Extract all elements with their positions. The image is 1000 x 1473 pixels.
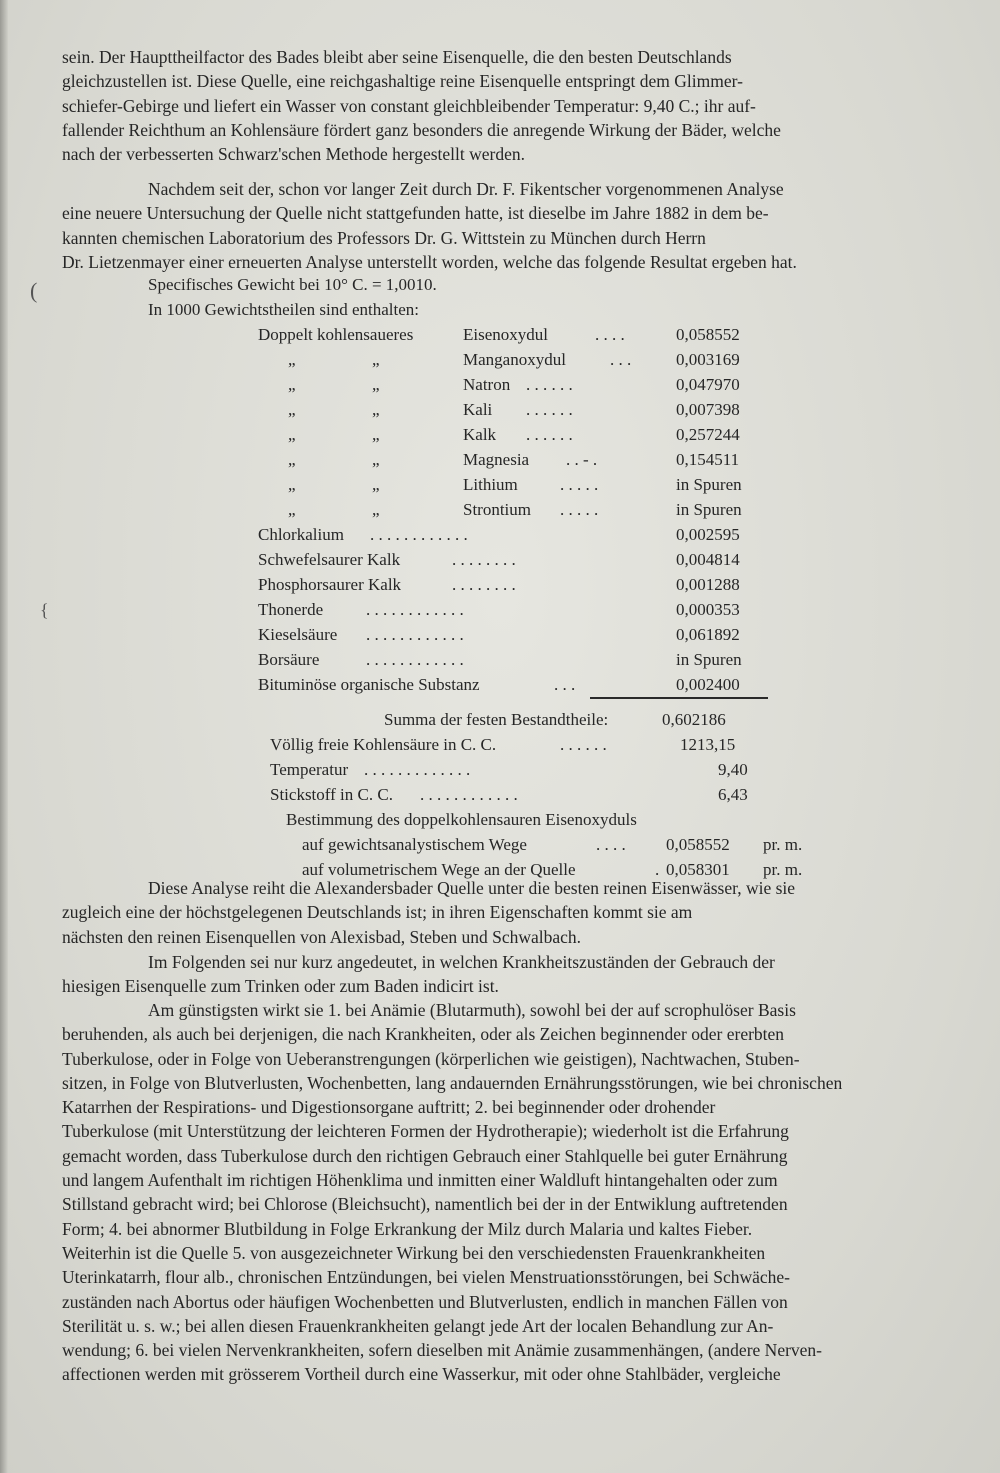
row-value: 0,002400 [676, 675, 740, 694]
row-label: Borsäure [258, 650, 320, 669]
ditto-mark: „ [288, 375, 296, 394]
text-line: Am günstigsten wirkt sie 1. bei Anämie (Blutarmuth), sowohl bei der auf scrophulöser Basis [148, 1000, 796, 1020]
text-line: nach der verbesserten Schwarz'schen Methode hergestellt werden. [62, 144, 525, 165]
paragraph-classification [62, 876, 947, 949]
row-label: Kieselsäure [258, 625, 338, 644]
row-value: 0,257244 [676, 425, 740, 444]
text-line: zugleich eine der höchstgelegenen Deutschlands ist; in ihren Eigenschaften kommt sie am [62, 902, 693, 923]
row-value: in Spuren [676, 500, 742, 519]
text-line: Katarrhen der Respirations- und Digestionsorgane auftritt; 2. bei beginnender oder drohender [62, 1097, 716, 1118]
row-value: 1213,15 [680, 735, 736, 754]
row-value: 0,058552 [666, 835, 730, 854]
row-value: 0,007398 [676, 400, 740, 419]
row-label: Stickstoff in C. C. [270, 785, 393, 804]
text-line: eine neuere Untersuchung der Quelle nicht stattgefunden hatte, ist dieselbe im Jahre 1882 in dem be- [62, 203, 769, 224]
row-value: 0,602186 [662, 710, 726, 729]
row-label: auf volumetrischem Wege an der Quelle [302, 860, 576, 879]
row-dots: . . . [610, 350, 632, 369]
text-line: gemacht worden, dass Tuberkulose durch den richtigen Gebrauch einer Stahlquelle bei guter Ernährung [62, 1145, 788, 1166]
ditto-mark: „ [372, 350, 380, 369]
row-dots: . . . . [596, 835, 626, 854]
row-dots: . . . . . . . . . . . . [420, 785, 518, 804]
text-line: fallender Reichthum an Kohlensäure fördert ganz besonders die anregende Wirkung der Bäder, welche [62, 119, 781, 140]
text-line: gleichzustellen ist. Diese Quelle, eine reichgashaltige reine Eisenquelle entspringt dem Glimmer- [62, 71, 743, 92]
row-unit: pr. m. [763, 860, 803, 879]
sum-rule [590, 697, 768, 699]
ditto-mark: „ [288, 475, 296, 494]
text-line: kannten chemischen Laboratorium des Professors Dr. G. Wittstein zu München durch Herrn [62, 227, 706, 248]
row-dots: . . . . . . . . . . . . . [364, 760, 471, 779]
row-dots: . [655, 860, 660, 879]
row-sublabel: Magnesia [463, 450, 530, 469]
row-dots: . . . . . . [526, 375, 573, 394]
row-unit: pr. m. [763, 835, 803, 854]
row-value: 0,000353 [676, 600, 740, 619]
row-label: Temperatur [270, 760, 349, 779]
row-sublabel: Eisenoxydul [463, 325, 548, 344]
text-line: beruhenden, als auch bei derjenigen, die nach Krankheiten, oder als Zeichen beginnender oder ererbten [62, 1024, 785, 1045]
row-dots: . . . . . . [526, 400, 573, 419]
row-sublabel: Kalk [463, 425, 497, 444]
paragraph-intro [62, 45, 947, 166]
row-sublabel: Lithium [463, 475, 518, 494]
row-label: Phosphorsaurer Kalk [258, 575, 402, 594]
row-dots: . . . . . [560, 500, 599, 519]
row-sublabel: Natron [463, 375, 511, 394]
row-sublabel: Manganoxydul [463, 350, 566, 369]
row-value: 0,003169 [676, 350, 740, 369]
text-line: wendung; 6. bei vielen Nervenkrankheiten, sofern dieselben mit Anämie zusammenhängen, (andere Nerven- [62, 1340, 823, 1361]
row-value: 0,058552 [676, 325, 740, 344]
row-label: auf gewichtsanalystischem Wege [302, 835, 527, 854]
row-dots: . . . . . . . . [452, 575, 516, 594]
row-value: 9,40 [718, 760, 748, 779]
text-line: schiefer-Gebirge und liefert ein Wasser von constant gleichbleibender Temperatur: 9,40 C.; ihr auf- [62, 95, 756, 116]
text-line: sein. Der Haupttheilfactor des Bades bleibt aber seine Eisenquelle, die den besten Deutschlands [62, 47, 732, 67]
ditto-mark: „ [372, 400, 380, 419]
row-value: in Spuren [676, 650, 742, 669]
ditto-mark: „ [372, 450, 380, 469]
row-label: Schwefelsaurer Kalk [258, 550, 401, 569]
row-value: 0,047970 [676, 375, 740, 394]
row-label: Thonerde [258, 600, 324, 619]
margin-mark: ( [30, 278, 38, 303]
ditto-mark: „ [372, 475, 380, 494]
row-value: 0,002595 [676, 525, 740, 544]
row-dots: . . . . . . . . . . . . [370, 525, 468, 544]
row-label: Bituminöse organische Substanz [258, 675, 480, 694]
determination-title: Bestimmung des doppelkohlensauren Eisenoxyduls [286, 810, 637, 829]
text-line: Tuberkulose (mit Unterstützung der leichteren Formen der Hydrotherapie); wiederholt ist die Erfahrung [62, 1121, 789, 1142]
ditto-mark: „ [372, 425, 380, 444]
text-line: hiesigen Eisenquelle zum Trinken oder zum Baden indicirt ist. [62, 976, 499, 997]
row-dots: . . . . . [560, 475, 599, 494]
margin-mark: { [40, 600, 49, 620]
row-label: Chlorkalium [258, 525, 344, 544]
text-line: sitzen, in Folge von Blutverlusten, Wochenbetten, lang andauernden Ernährungsstörungen, wie bei chronischen [62, 1072, 843, 1093]
text-line: Sterilität u. s. w.; bei allen diesen Frauenkrankheiten gelangt jede Art der localen Behandlung zur An- [62, 1315, 774, 1336]
ditto-mark: „ [372, 500, 380, 519]
row-dots: . . . . . . [526, 425, 573, 444]
row-value: 0,154511 [676, 450, 740, 469]
row-dots: . . . . . . . . . . . . [366, 650, 464, 669]
row-label: Völlig freie Kohlensäure in C. C. [270, 735, 497, 754]
text-line: Tuberkulose, oder in Folge von Ueberanstrengungen (körperlichen wie geistigen), Nachtwachen, Stuben- [62, 1048, 800, 1069]
row-dots: . . . . . . . . . . . . [366, 625, 464, 644]
row-label: Summa der festen Bestandtheile: [384, 710, 609, 729]
row-label: Doppelt kohlensaueres [258, 325, 414, 344]
page-edge-shadow [0, 0, 8, 1473]
paragraph-indications [62, 998, 947, 1387]
row-sublabel: Strontium [463, 500, 532, 519]
paragraph-indications-intro [62, 950, 947, 999]
ditto-mark: „ [288, 425, 296, 444]
ditto-mark: „ [372, 375, 380, 394]
text-line: Dr. Lietzenmayer einer erneuerten Analyse unterstellt worden, welche das folgende Resultat ergeben hat. [62, 251, 797, 272]
text-line: Nachdem seit der, schon vor langer Zeit durch Dr. F. Fikentscher vorgenommenen Analyse [148, 179, 784, 199]
row-sublabel: Kali [463, 400, 493, 419]
ditto-mark: „ [288, 350, 296, 369]
row-dots: . . . . [595, 325, 625, 344]
row-dots: . . . . . . . . . . . . [366, 600, 464, 619]
row-value: in Spuren [676, 475, 742, 494]
row-value: 0,061892 [676, 625, 740, 644]
text-line: affectionen werden mit grösserem Vortheil durch eine Wasserkur, mit oder ohne Stahlbäder, vergleiche [62, 1364, 781, 1385]
text-line: Diese Analyse reiht die Alexandersbader Quelle unter die besten reinen Eisenwässer, wie sie [148, 878, 796, 898]
analysis-intro: In 1000 Gewichtstheilen sind enthalten: [148, 300, 419, 319]
text-line: Stillstand gebracht wird; bei Chlorose (Bleichsucht), namentlich bei der in der Entwiklung auftretenden [62, 1194, 788, 1215]
text-line: Im Folgenden sei nur kurz angedeutet, in welchen Krankheitszuständen der Gebrauch der [148, 952, 775, 972]
row-value: 0,004814 [676, 550, 740, 569]
row-value: 6,43 [718, 785, 748, 804]
text-line: zuständen nach Abortus oder häufigen Wochenbetten und Blutverlusten, endlich in manchen Fällen von [62, 1291, 788, 1312]
row-dots: . . . . . . [560, 735, 607, 754]
ditto-mark: „ [288, 400, 296, 419]
row-dots: . . . . . . . . [452, 550, 516, 569]
specific-gravity: Specifisches Gewicht bei 10° C. = 1,0010. [148, 275, 437, 294]
row-dots: . . - . [566, 450, 598, 469]
row-value: 0,001288 [676, 575, 740, 594]
row-value: 0,058301 [666, 860, 730, 879]
text-line: und langem Aufenthalt im richtigen Höhenklima und inmitten einer Waldluft hintangehalten oder zum [62, 1170, 778, 1191]
text-line: nächsten den reinen Eisenquellen von Alexisbad, Steben und Schwalbach. [62, 926, 582, 947]
row-dots: . . . [554, 675, 576, 694]
ditto-mark: „ [288, 500, 296, 519]
paragraph-analysis-history [62, 177, 947, 274]
text-line: Weiterhin ist die Quelle 5. von ausgezeichneter Wirkung bei den verschiedensten Frauenkrankheiten [62, 1242, 766, 1263]
text-line: Form; 4. bei abnormer Blutbildung in Folge Erkrankung der Milz durch Malaria und kaltes Fieber. [62, 1218, 753, 1239]
ditto-mark: „ [288, 450, 296, 469]
text-line: Uterinkatarrh, flour alb., chronischen Entzündungen, bei vielen Menstruationsstörungen, bei Schwäche- [62, 1267, 790, 1288]
